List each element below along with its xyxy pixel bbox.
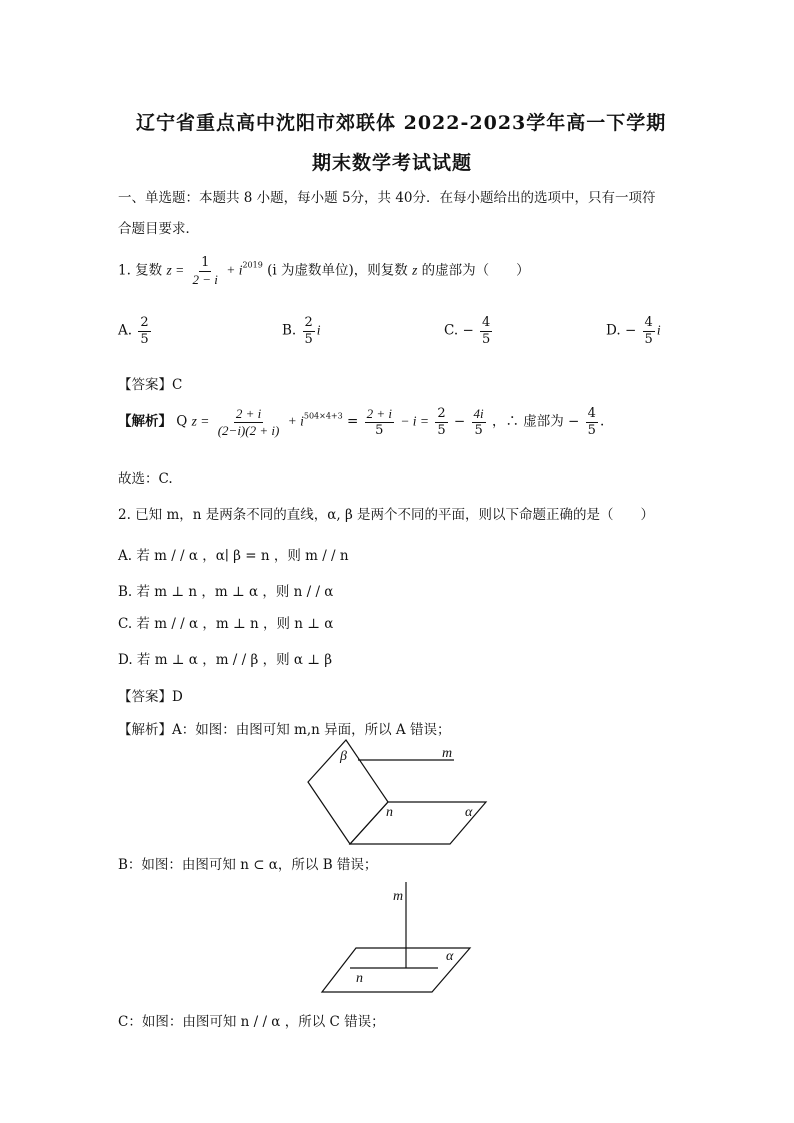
q1-frac-num: 1 — [201, 255, 210, 270]
label-m: m — [442, 746, 453, 761]
plane-beta — [308, 740, 388, 844]
figure-2-plane-line — [320, 880, 475, 998]
question-1-stem — [118, 256, 530, 286]
q2-answer: 【答案】D — [118, 689, 183, 705]
q1-z: z — [412, 262, 418, 278]
q2-analysis-b: B：如图：由图可知 n ⊂ α，所以 B 错误； — [118, 857, 378, 873]
q1-option-a — [118, 316, 153, 346]
q1-option-b-frac — [303, 316, 315, 346]
q2-option-a: A. 若 m / / α ，α∣ β = n ，则 m / / n — [118, 548, 349, 564]
q1-option-a-num: 2 — [140, 315, 149, 330]
q1-option-c-frac — [480, 316, 492, 346]
q1-plus-i: + i — [226, 262, 243, 278]
q2-option-b: B. 若 m ⊥ n ，m ⊥ α ，则 n / / α — [118, 584, 334, 600]
label-beta: β — [340, 749, 347, 764]
q1-option-c-label: C. — [444, 322, 459, 339]
q1-option-d-num: 4 — [644, 315, 653, 330]
q1-option-b-num: 2 — [304, 315, 313, 330]
label-n: n — [356, 971, 363, 986]
q1-option-d-label: D. — [606, 322, 621, 339]
q1-option-c-den: 5 — [482, 331, 491, 347]
q1-exponent: 2019 — [242, 260, 263, 270]
label-n: n — [386, 805, 393, 820]
q1-z-eq: z = — [166, 262, 185, 278]
q1-analysis-z: z = — [191, 413, 210, 429]
q1-analysis-eq: = — [347, 413, 359, 430]
q1-option-d — [606, 316, 661, 346]
q1-analysis-frac2-num: 2 + i — [366, 406, 393, 421]
q1-analysis-frac1 — [216, 407, 282, 437]
q2-analysis-a: 【解析】A：如图：由图可知 m,n 异面，所以 A 错误； — [118, 722, 451, 738]
q1-option-a-label: A. — [118, 322, 133, 339]
q1-option-c — [444, 316, 494, 346]
q1-analysis-frac5-den: 5 — [587, 422, 596, 438]
q1-answer: 【答案】C — [118, 377, 183, 393]
q1-analysis-label: 【解析】 — [118, 413, 172, 430]
section-intro-line1: 一、单选题：本题共 8 小题，每小题 5分，共 40分．在每小题给出的选项中，只有一项符 — [118, 190, 656, 206]
q1-tail: (i 为虚数单位)，则复数 — [267, 262, 408, 279]
q1-frac-den: 2 − i — [192, 271, 218, 287]
label-alpha: α — [446, 949, 454, 964]
label-alpha: α — [465, 805, 473, 820]
q1-option-b — [282, 316, 321, 346]
section-intro-line2: 合题目要求． — [118, 221, 199, 237]
q1-analysis-tail: ，∴ 虚部为 − — [491, 413, 580, 430]
q1-option-b-den: 5 — [304, 331, 313, 347]
q1-analysis — [118, 407, 604, 437]
q1-analysis-dot: . — [599, 413, 605, 430]
figure-1-planes — [300, 738, 490, 850]
label-m: m — [393, 889, 404, 904]
q1-analysis-frac3-den: 5 — [437, 422, 446, 438]
q1-analysis-frac5 — [586, 407, 598, 437]
page-title-line1: 辽宁省重点高中沈阳市郊联体 2022-2023学年高一下学期 — [136, 112, 667, 134]
q1-analysis-frac1-num: 2 + i — [235, 406, 262, 421]
q1-option-b-label: B. — [282, 322, 297, 339]
q1-analysis-minus-i: − i = — [400, 413, 430, 429]
q1-analysis-frac4 — [472, 407, 486, 437]
page-title-line2: 期末数学考试试题 — [312, 152, 473, 174]
q1-option-d-den: 5 — [644, 331, 653, 347]
q1-option-a-den: 5 — [140, 331, 149, 347]
q1-analysis-minus: − — [453, 413, 466, 430]
q2-option-c: C. 若 m / / α ，m ⊥ n ，则 n ⊥ α — [118, 616, 334, 632]
q1-fraction — [191, 256, 220, 286]
question-2-stem: 2. 已知 m，n 是两条不同的直线，α, β 是两个不同的平面，则以下命题正确的是（ ） — [118, 507, 655, 523]
q1-choose: 故选：C. — [118, 471, 173, 487]
q1-analysis-frac1-den: (2−i)(2 + i) — [217, 422, 280, 438]
q1-tail2: 的虚部为（ ） — [421, 262, 530, 279]
q1-analysis-plus-i: + i — [287, 413, 304, 429]
therefore-symbol: Q — [176, 413, 188, 430]
q1-option-d-suffix: i — [656, 322, 661, 338]
q1-option-b-suffix: i — [316, 322, 321, 338]
q1-analysis-frac5-num: 4 — [587, 406, 596, 421]
q1-option-a-frac — [138, 316, 150, 346]
q1-analysis-frac4-num: 4i — [473, 406, 484, 421]
q1-option-d-frac — [643, 316, 655, 346]
q1-analysis-exponent: 504×4+3 — [303, 411, 343, 421]
q1-analysis-frac2 — [365, 407, 394, 437]
q1-option-c-sign: − — [462, 322, 474, 339]
q1-option-c-num: 4 — [482, 315, 491, 330]
q1-analysis-frac4-den: 5 — [474, 422, 483, 438]
q1-prefix: 1. 复数 — [118, 262, 163, 279]
q2-option-d: D. 若 m ⊥ α ，m / / β ，则 α ⊥ β — [118, 652, 333, 668]
q1-option-d-sign: − — [624, 322, 637, 339]
q1-analysis-frac3-num: 2 — [437, 406, 446, 421]
q2-analysis-c: C：如图：由图可知 n / / α ，所以 C 错误； — [118, 1014, 385, 1030]
q1-analysis-frac3 — [435, 407, 447, 437]
q1-analysis-frac2-den: 5 — [375, 422, 384, 438]
